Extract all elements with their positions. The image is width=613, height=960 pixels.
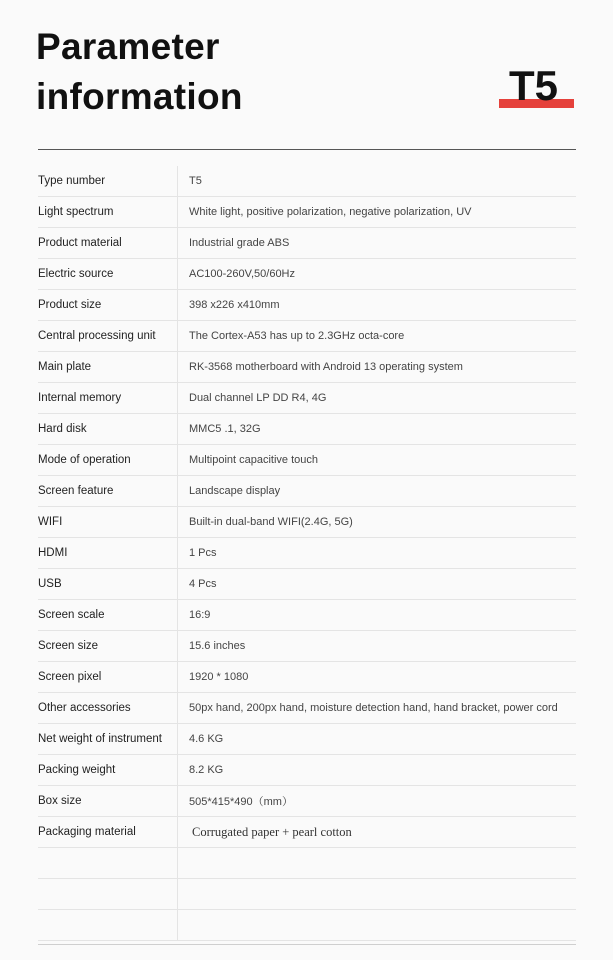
header-divider — [38, 149, 576, 150]
spec-label: Other accessories — [38, 693, 178, 724]
spec-row — [38, 290, 576, 321]
spec-value: Corrugated paper + pearl cotton — [178, 817, 577, 848]
spec-value: 4.6 KG — [178, 724, 577, 755]
spec-row — [38, 631, 576, 662]
spec-label: USB — [38, 569, 178, 600]
spec-table — [38, 166, 576, 941]
spec-value: 505*415*490（mm） — [178, 786, 577, 817]
empty-row — [38, 848, 576, 879]
spec-label: Packaging material — [38, 817, 178, 848]
spec-value: Multipoint capacitive touch — [178, 445, 577, 476]
spec-row — [38, 755, 576, 786]
spec-value: 1 Pcs — [178, 538, 577, 569]
empty-cell — [38, 910, 178, 941]
spec-label: Electric source — [38, 259, 178, 290]
spec-row — [38, 724, 576, 755]
spec-label: WIFI — [38, 507, 178, 538]
spec-label: Screen pixel — [38, 662, 178, 693]
spec-value: 50px hand, 200px hand, moisture detection hand, hand bracket, power cord — [178, 693, 577, 724]
spec-row — [38, 352, 576, 383]
spec-label: Internal memory — [38, 383, 178, 414]
empty-cell — [38, 848, 178, 879]
page-title-line-2: information — [36, 76, 243, 117]
spec-row — [38, 662, 576, 693]
model-badge — [499, 64, 574, 108]
spec-row — [38, 414, 576, 445]
spec-row — [38, 600, 576, 631]
page-title-line-1: Parameter — [36, 26, 220, 67]
spec-label: Packing weight — [38, 755, 178, 786]
empty-cell — [178, 910, 577, 941]
empty-row — [38, 879, 576, 910]
spec-label: Main plate — [38, 352, 178, 383]
spec-label: Screen feature — [38, 476, 178, 507]
model-number: T5 — [509, 62, 559, 109]
spec-label: Screen size — [38, 631, 178, 662]
spec-value: MMC5 .1, 32G — [178, 414, 577, 445]
spec-label: Type number — [38, 166, 178, 197]
spec-row — [38, 197, 576, 228]
spec-label: Light spectrum — [38, 197, 178, 228]
spec-row — [38, 383, 576, 414]
spec-label: Hard disk — [38, 414, 178, 445]
empty-row — [38, 910, 576, 941]
spec-row — [38, 445, 576, 476]
spec-value: 4 Pcs — [178, 569, 577, 600]
spec-value: T5 — [178, 166, 577, 197]
spec-row — [38, 569, 576, 600]
spec-value: 15.6 inches — [178, 631, 577, 662]
spec-value: 16:9 — [178, 600, 577, 631]
empty-cell — [178, 848, 577, 879]
spec-value: RK-3568 motherboard with Android 13 operating system — [178, 352, 577, 383]
spec-row — [38, 538, 576, 569]
spec-label: Product material — [38, 228, 178, 259]
spec-row — [38, 259, 576, 290]
spec-value: The Cortex-A53 has up to 2.3GHz octa-core — [178, 321, 577, 352]
spec-row — [38, 228, 576, 259]
spec-value: 1920 * 1080 — [178, 662, 577, 693]
spec-value: AC100-260V,50/60Hz — [178, 259, 577, 290]
spec-label: HDMI — [38, 538, 178, 569]
spec-value: Built-in dual-band WIFI(2.4G, 5G) — [178, 507, 577, 538]
spec-row — [38, 693, 576, 724]
spec-label: Net weight of instrument — [38, 724, 178, 755]
spec-row — [38, 817, 576, 848]
footer-divider — [38, 944, 576, 945]
spec-value: Industrial grade ABS — [178, 228, 577, 259]
empty-cell — [38, 879, 178, 910]
page-title — [36, 22, 243, 122]
spec-row — [38, 166, 576, 197]
spec-value: 8.2 KG — [178, 755, 577, 786]
spec-value: Dual channel LP DD R4, 4G — [178, 383, 577, 414]
spec-label: Central processing unit — [38, 321, 178, 352]
spec-value: White light, positive polarization, negative polarization, UV — [178, 197, 577, 228]
spec-value: Landscape display — [178, 476, 577, 507]
spec-label: Product size — [38, 290, 178, 321]
empty-cell — [178, 879, 577, 910]
spec-row — [38, 476, 576, 507]
spec-row — [38, 321, 576, 352]
spec-row — [38, 507, 576, 538]
spec-label: Mode of operation — [38, 445, 178, 476]
spec-label: Screen scale — [38, 600, 178, 631]
spec-row — [38, 786, 576, 817]
spec-label: Box size — [38, 786, 178, 817]
spec-value: 398 x226 x410mm — [178, 290, 577, 321]
